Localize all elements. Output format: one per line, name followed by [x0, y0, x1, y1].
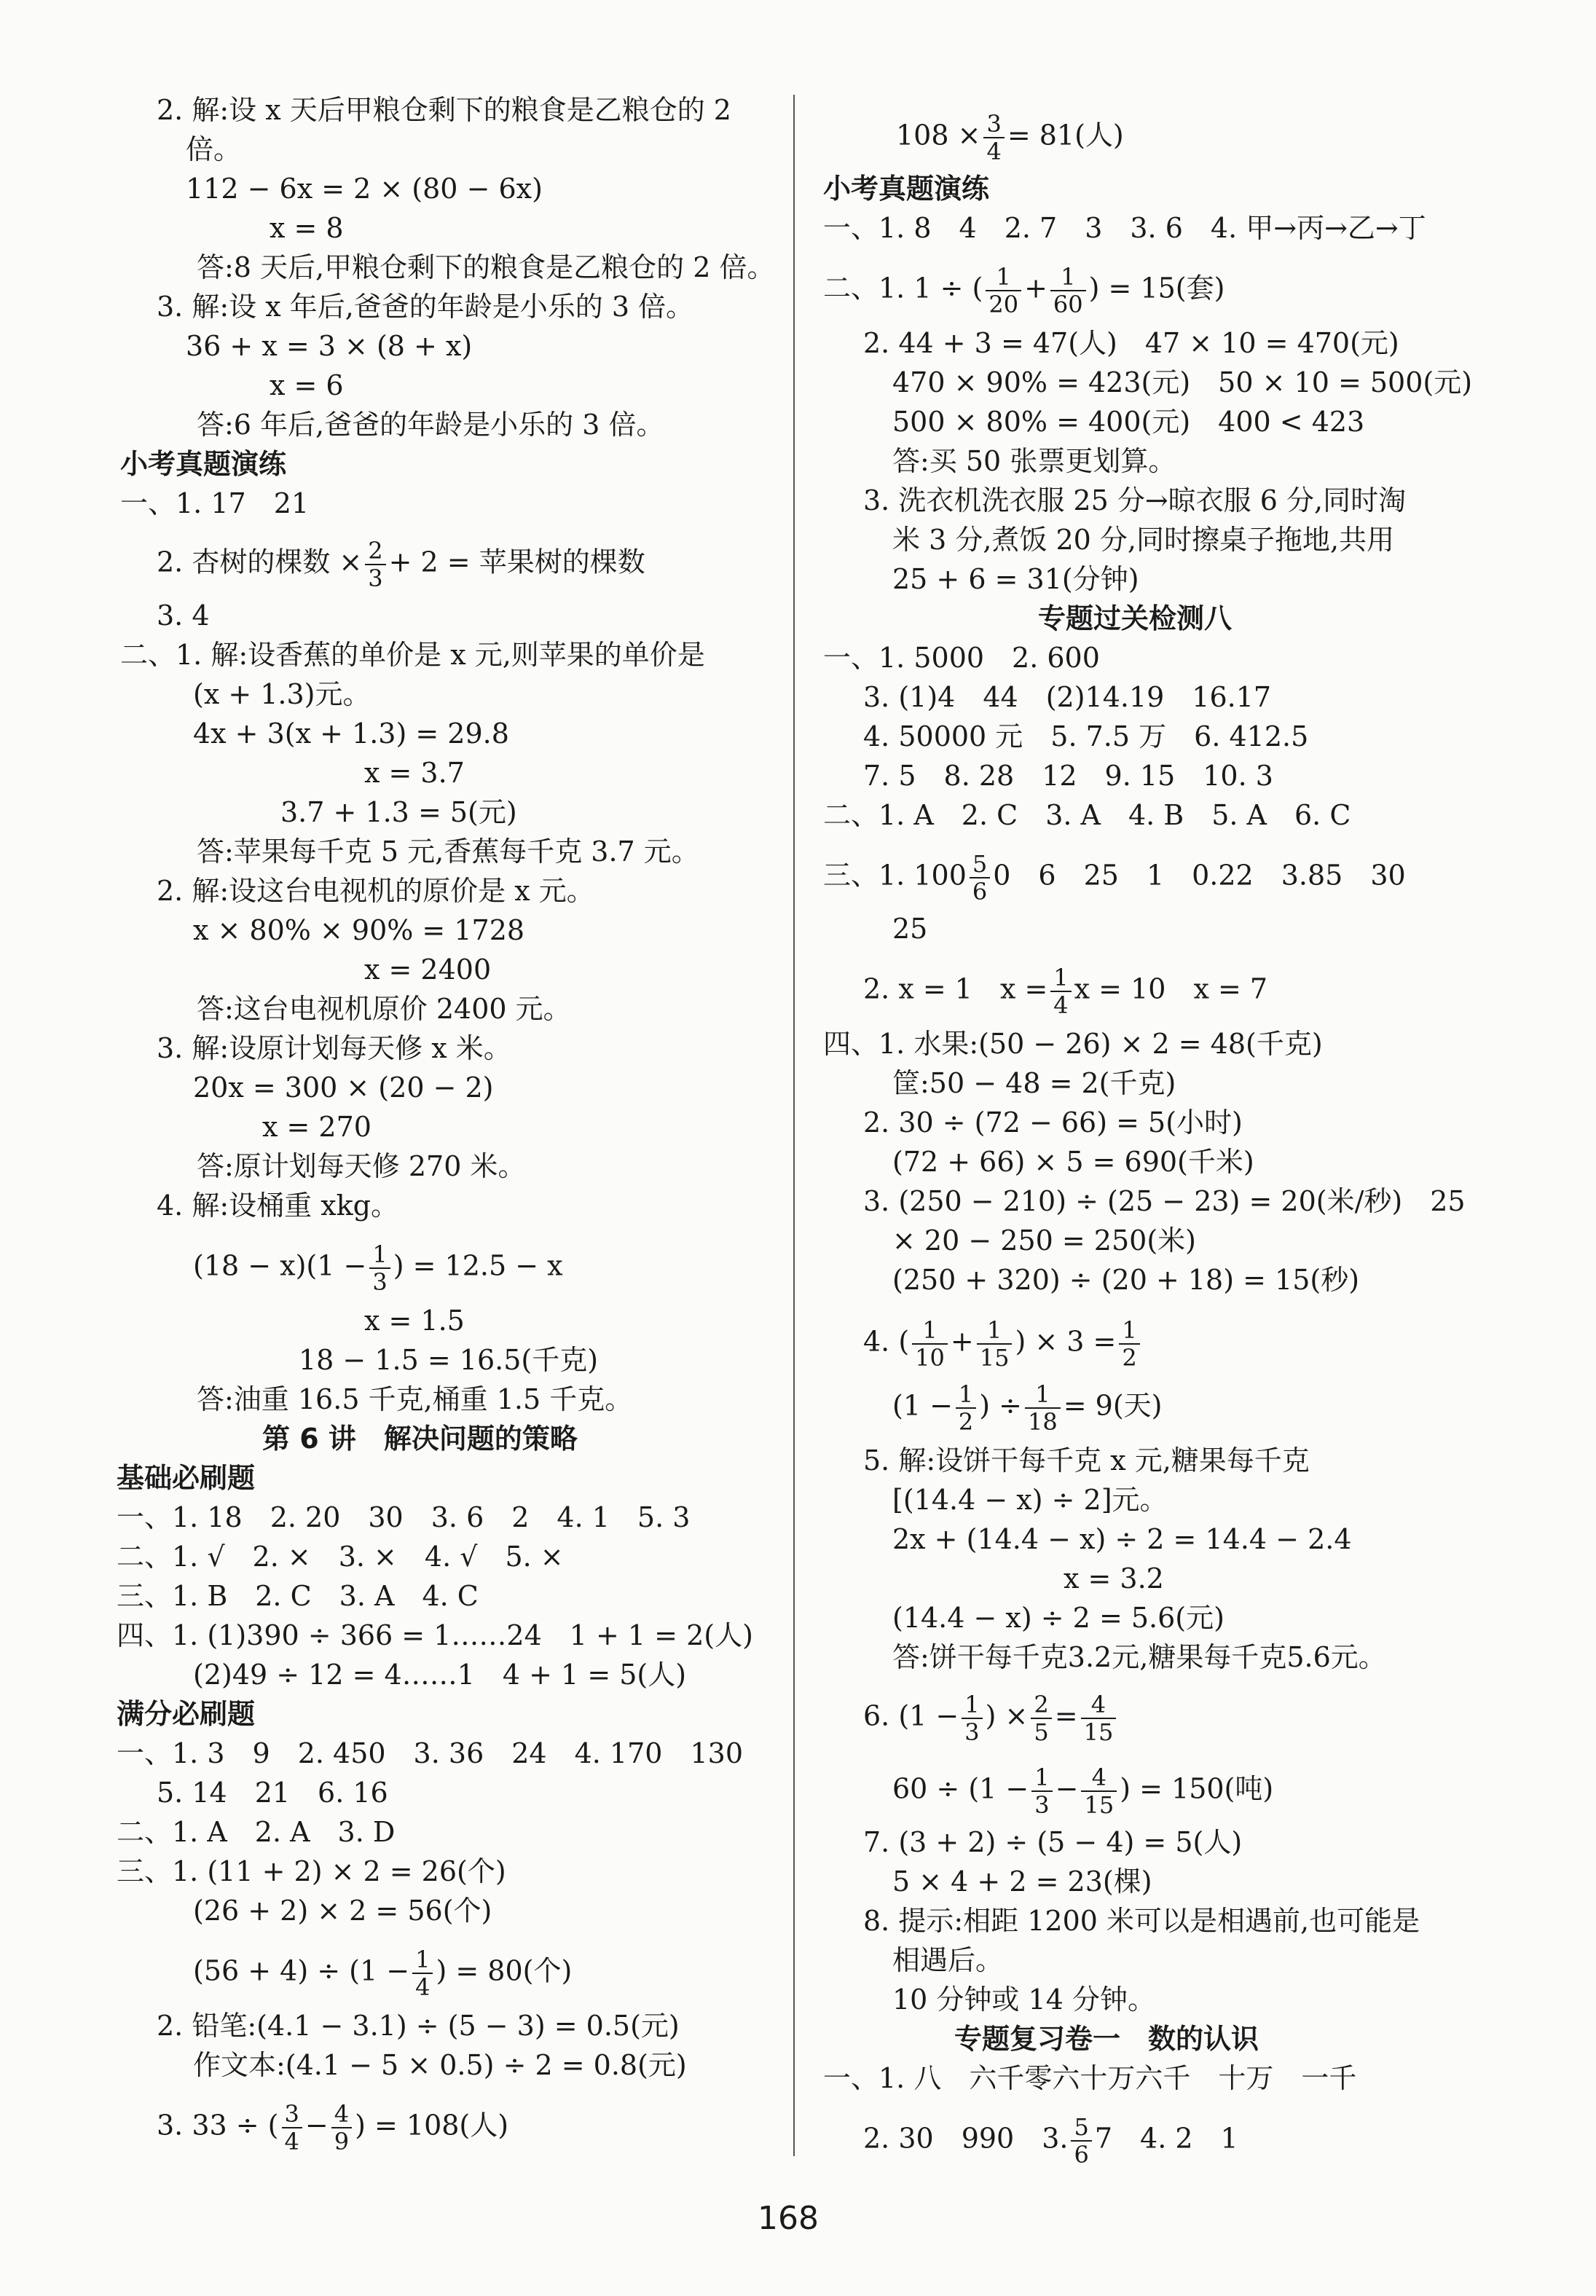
answer: 答:油重 16.5 千克,桶重 1.5 千克。 [197, 1383, 633, 1415]
text-line: 8. 提示:相距 1200 米可以是相遇前,也可能是 [863, 1905, 1420, 1937]
text-line: 3. 洗衣机洗衣服 25 分→晾衣服 6 分,同时淘 [863, 484, 1407, 516]
equation: 3. 33 ÷ ( $\frac{3}{4}$ − $\frac{4}{9}$ ) = 108(人) [157, 2100, 509, 2155]
text-line: 2. 铅笔:(4.1 − 3.1) ÷ (5 − 3) = 0.5(元) [157, 2010, 680, 2042]
text-line: (2)49 ÷ 12 = 4……1 4 + 1 = 5(人) [193, 1659, 687, 1691]
column-divider [793, 95, 795, 2156]
equation: x = 1.5 [364, 1305, 465, 1337]
fraction: $\frac{4}{15}$ [1081, 1764, 1117, 1818]
chapter-heading: 专题过关检测八 [1038, 602, 1233, 634]
text-line: 二、1. A 2. A 3. D [117, 1816, 396, 1848]
text-line: 二、1. A 2. C 3. A 4. B 5. A 6. C [823, 799, 1351, 831]
text-line: 相遇后。 [892, 1944, 1004, 1976]
text-line: [(14.4 − x) ÷ 2]元。 [892, 1484, 1168, 1516]
text-line: 2. 解:设这台电视机的原价是 x 元。 [157, 875, 594, 907]
chapter-heading: 第 6 讲 解决问题的策略 [262, 1423, 578, 1455]
text-line: 7. (3 + 2) ÷ (5 − 4) = 5(人) [863, 1826, 1243, 1858]
fraction: $\frac{3}{4}$ [983, 111, 1004, 165]
text-line: 25 [892, 913, 928, 945]
text-line: 5. 14 21 6. 16 [157, 1777, 388, 1809]
text-line: 倍。 [186, 133, 242, 165]
fraction: $\frac{4}{9}$ [331, 2101, 352, 2155]
equation: x × 80% × 90% = 1728 [193, 914, 525, 946]
answer: 答:6 年后,爸爸的年龄是小乐的 3 倍。 [197, 409, 664, 441]
equation: (56 + 4) ÷ (1 − $\frac{1}{4}$ ) = 80(个) [193, 1946, 573, 2001]
answer: 答:买 50 张票更划算。 [892, 445, 1176, 477]
answer: 答:原计划每天修 270 米。 [197, 1150, 526, 1182]
answer: 答:这台电视机原价 2400 元。 [197, 993, 571, 1025]
text-line: 2. 44 + 3 = 47(人) 47 × 10 = 470(元) [863, 327, 1399, 359]
equation: 60 ÷ (1 − $\frac{1}{3}$ − $\frac{4}{15}$ ) = 150(吨) [892, 1764, 1274, 1819]
text-line: 3. 解:设原计划每天修 x 米。 [157, 1032, 511, 1064]
text-line: 4. 50000 元 5. 7.5 万 6. 412.5 [863, 720, 1309, 752]
text-line: 2. 解:设 x 天后甲粮仓剩下的粮食是乙粮仓的 2 [157, 94, 731, 126]
text-line: 7. 5 8. 28 12 9. 15 10. 3 [863, 760, 1273, 792]
text-line: 5 × 4 + 2 = 23(棵) [892, 1866, 1152, 1898]
fraction: $\frac{4}{15}$ [1081, 1691, 1117, 1745]
text-line: 3. (1)4 44 (2)14.19 16.17 [863, 681, 1272, 713]
equation: (18 − x)(1 − $\frac{1}{3}$ ) = 12.5 − x [193, 1241, 563, 1296]
text-line: 一、1. 8 4 2. 7 3 3. 6 4. 甲→丙→乙→丁 [823, 212, 1426, 244]
text-line: 作文本:(4.1 − 5 × 0.5) ÷ 2 = 0.8(元) [193, 2049, 687, 2081]
text-line: 470 × 90% = 423(元) 50 × 10 = 500(元) [892, 366, 1473, 398]
equation: 20x = 300 × (20 − 2) [193, 1072, 494, 1104]
text-line: 一、1. 3 9 2. 450 3. 36 24 4. 170 130 [117, 1737, 743, 1769]
text-line: 10 分钟或 14 分钟。 [892, 1984, 1155, 2016]
text-line: × 20 − 250 = 250(米) [892, 1224, 1196, 1257]
text-line: 一、1. 5000 2. 600 [823, 642, 1100, 674]
fraction: $\frac{1}{3}$ [962, 1691, 982, 1745]
section-heading: 小考真题演练 [823, 173, 990, 205]
fraction: $\frac{1}{4}$ [412, 1946, 433, 2000]
equation: x = 8 [270, 212, 344, 244]
fraction: $\frac{1}{4}$ [1050, 964, 1071, 1018]
equation: x = 6 [270, 369, 344, 401]
section-heading: 满分必刷题 [117, 1698, 256, 1730]
text-line: 一、1. 17 21 [120, 487, 310, 519]
text-line: 3. 解:设 x 年后,爸爸的年龄是小乐的 3 倍。 [157, 291, 694, 323]
equation: x = 270 [262, 1111, 372, 1143]
equation: 3.7 + 1.3 = 5(元) [280, 796, 517, 828]
text-line: 2. 30 ÷ (72 − 66) = 5(小时) [863, 1106, 1243, 1139]
chapter-heading: 专题复习卷一 数的认识 [954, 2023, 1259, 2055]
text-line: 二、1. √ 2. × 3. × 4. √ 5. × [117, 1541, 564, 1573]
equation: 112 − 6x = 2 × (80 − 6x) [186, 173, 543, 205]
fraction: $\frac{1}{60}$ [1050, 264, 1086, 318]
fraction: $\frac{2}{3}$ [365, 538, 385, 591]
answer: 答:8 天后,甲粮仓剩下的粮食是乙粮仓的 2 倍。 [197, 251, 775, 283]
fraction: $\frac{5}{6}$ [1071, 2114, 1091, 2168]
fraction: $\frac{1}{15}$ [977, 1317, 1013, 1371]
text-line: 3. 4 [157, 599, 210, 632]
text-line: 四、1. 水果:(50 − 26) × 2 = 48(千克) [823, 1028, 1323, 1060]
fraction: $\frac{1}{20}$ [986, 264, 1021, 318]
answer: 答:苹果每千克 5 元,香蕉每千克 3.7 元。 [197, 836, 699, 868]
text-line: 三、1. 100 $\frac{5}{6}$ 0 6 25 1 0.22 3.85 30 [823, 850, 1406, 905]
section-heading: 小考真题演练 [120, 448, 287, 480]
fraction: $\frac{1}{2}$ [956, 1381, 976, 1435]
page-number: 168 [758, 2200, 819, 2237]
equation: 4. ( $\frac{1}{10}$ + $\frac{1}{15}$ ) × 3 = $\frac{1}{2}$ [863, 1317, 1143, 1371]
text-line: 5. 解:设饼干每千克 x 元,糖果每千克 [863, 1444, 1310, 1477]
text-line: 四、1. (1)390 ÷ 366 = 1……24 1 + 1 = 2(人) [117, 1619, 753, 1651]
text-line: 2. 杏树的棵数 × $\frac{2}{3}$ + 2 = 苹果树的棵数 [157, 537, 645, 592]
text-line: 4. 解:设桶重 xkg。 [157, 1190, 398, 1222]
text-line: (72 + 66) × 5 = 690(千米) [892, 1146, 1254, 1178]
equation: 6. (1 − $\frac{1}{3}$ ) × $\frac{2}{5}$ = $\frac{4}{15}$ [863, 1691, 1119, 1745]
answer: 答:饼干每千克3.2元,糖果每千克5.6元。 [892, 1641, 1386, 1673]
equation: x = 2400 [364, 954, 492, 986]
text-line: 一、1. 八 六千零六十万六千 十万 一千 [823, 2062, 1357, 2094]
equation: 4x + 3(x + 1.3) = 29.8 [193, 718, 509, 750]
equation: 二、1. 1 ÷ ( $\frac{1}{20}$ + $\frac{1}{60}$ ) = 15(套) [823, 263, 1225, 318]
fraction: $\frac{1}{3}$ [369, 1241, 390, 1295]
text-line: 三、1. (11 + 2) × 2 = 26(个) [117, 1855, 506, 1887]
text-line: 筐:50 − 48 = 2(千克) [892, 1067, 1176, 1099]
text-line: 2. 30 990 3. $\frac{5}{6}$ 7 4. 2 1 [863, 2113, 1238, 2169]
text-line: 米 3 分,煮饭 20 分,同时擦桌子拖地,共用 [892, 524, 1395, 556]
equation: (1 − $\frac{1}{2}$ ) ÷ $\frac{1}{18}$ = 9(天) [892, 1380, 1163, 1436]
text-line: 3. (250 − 210) ÷ (25 − 23) = 20(米/秒) 25 [863, 1185, 1466, 1217]
text-line: 二、1. 解:设香蕉的单价是 x 元,则苹果的单价是 [120, 639, 705, 671]
fraction: $\frac{5}{6}$ [970, 851, 990, 905]
equation: 2x + (14.4 − x) ÷ 2 = 14.4 − 2.4 [892, 1523, 1352, 1555]
fraction: $\frac{1}{10}$ [912, 1317, 948, 1371]
equation: (14.4 − x) ÷ 2 = 5.6(元) [892, 1602, 1224, 1634]
equation: (26 + 2) × 2 = 56(个) [193, 1895, 492, 1927]
section-heading: 基础必刷题 [117, 1462, 256, 1494]
text-line: (x + 1.3)元。 [193, 678, 371, 710]
equation: x = 3.2 [1064, 1562, 1164, 1595]
text-line: 一、1. 18 2. 20 30 3. 6 2 4. 1 5. 3 [117, 1501, 691, 1533]
equation: 18 − 1.5 = 16.5(千克) [299, 1344, 599, 1376]
text-line: 三、1. B 2. C 3. A 4. C [117, 1580, 479, 1612]
equation: 108 × $\frac{3}{4}$ = 81(人) [896, 110, 1124, 165]
fraction: $\frac{1}{18}$ [1025, 1381, 1061, 1435]
fraction: $\frac{1}{2}$ [1119, 1317, 1139, 1371]
equation: 36 + x = 3 × (8 + x) [186, 330, 473, 362]
text-line: 2. x = 1 x = $\frac{1}{4}$ x = 10 x = 7 [863, 964, 1268, 1019]
fraction: $\frac{2}{5}$ [1031, 1691, 1051, 1745]
text-line: 25 + 6 = 31(分钟) [892, 563, 1139, 595]
text-line: (250 + 320) ÷ (20 + 18) = 15(秒) [892, 1264, 1360, 1296]
fraction: $\frac{1}{3}$ [1031, 1764, 1052, 1818]
equation: x = 3.7 [364, 757, 465, 789]
text-line: 500 × 80% = 400(元) 400 < 423 [892, 406, 1365, 438]
fraction: $\frac{3}{4}$ [282, 2101, 302, 2155]
